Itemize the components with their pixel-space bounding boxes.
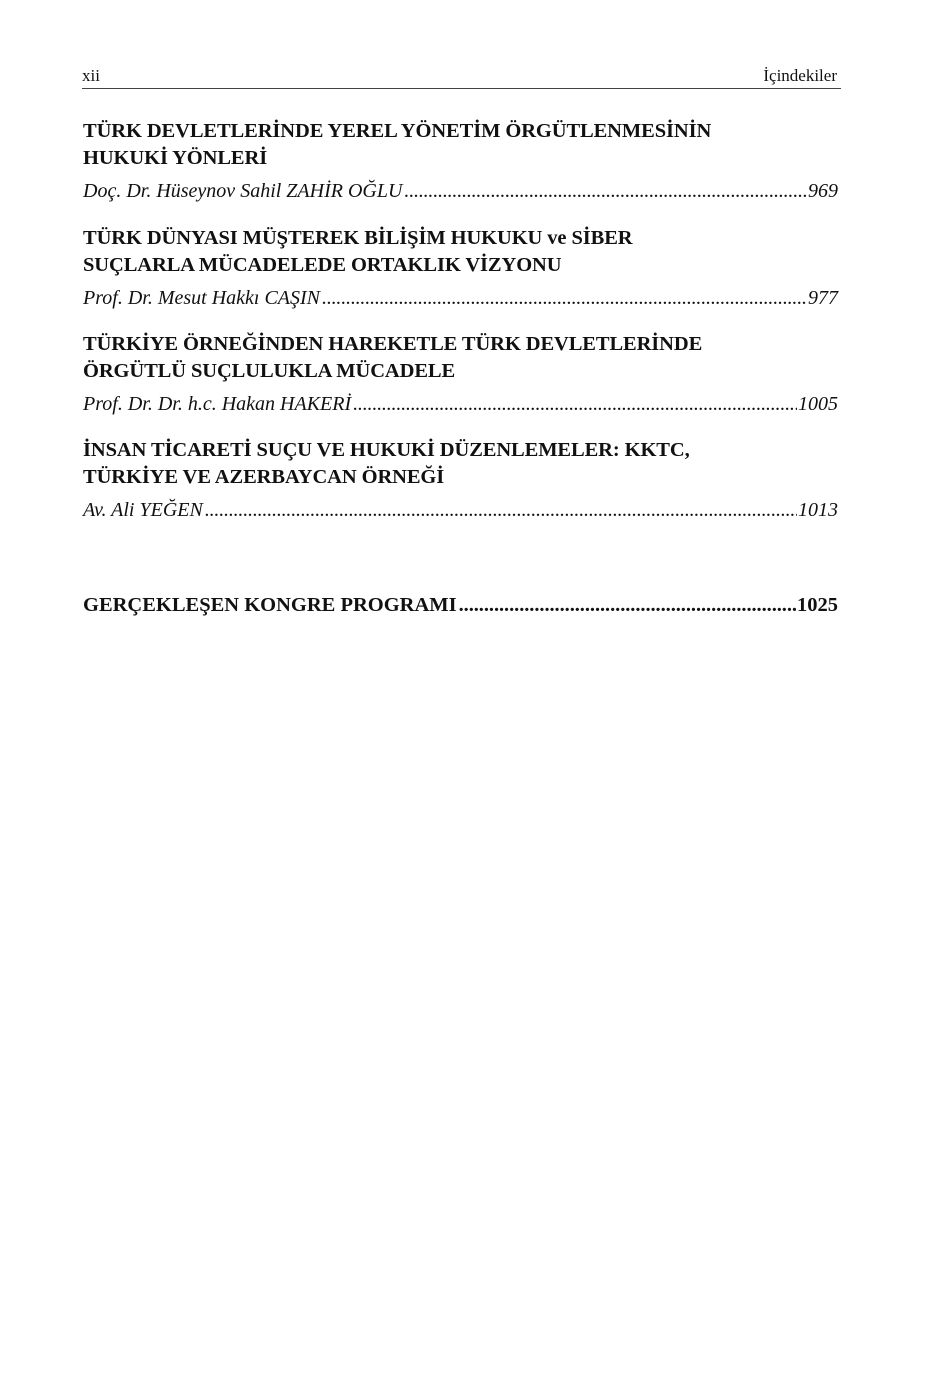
program-page-number[interactable]: 1025 xyxy=(797,594,838,616)
entry-title-line: HUKUKİ YÖNLERİ xyxy=(83,147,268,169)
program-title: GERÇEKLEŞEN KONGRE PROGRAMI xyxy=(83,594,457,616)
dot-leader xyxy=(205,497,797,524)
entry-page-number[interactable]: 977 xyxy=(808,287,838,309)
entry-author: Prof. Dr. Mesut Hakkı CAŞIN xyxy=(83,287,321,309)
entry-author-line xyxy=(83,497,838,524)
toc-entry xyxy=(83,118,838,205)
entry-author: Prof. Dr. Dr. h.c. Hakan HAKERİ xyxy=(83,393,352,415)
toc-entry xyxy=(83,225,838,312)
entry-author-line xyxy=(83,178,838,205)
toc-entry-program[interactable] xyxy=(83,592,838,619)
entry-title-line: TÜRKİYE ÖRNEĞİNDEN HAREKETLE TÜRK DEVLETLERİNDE xyxy=(83,333,703,355)
entry-author-line xyxy=(83,285,838,312)
entry-title[interactable] xyxy=(83,118,838,172)
dot-leader xyxy=(322,285,807,312)
dot-leader xyxy=(404,178,807,205)
entry-title-line: TÜRKİYE VE AZERBAYCAN ÖRNEĞİ xyxy=(83,466,445,488)
entry-title-line: TÜRK DEVLETLERİNDE YEREL YÖNETİM ÖRGÜTLENMESİNİN xyxy=(83,120,712,142)
entry-page-number[interactable]: 969 xyxy=(808,180,838,202)
entry-author: Doç. Dr. Hüseynov Sahil ZAHİR OĞLU xyxy=(83,180,403,202)
toc-entry xyxy=(83,331,838,418)
entry-author-line xyxy=(83,391,838,418)
dot-leader xyxy=(353,391,797,418)
entry-title[interactable] xyxy=(83,225,838,279)
entry-title-line: SUÇLARLA MÜCADELEDE ORTAKLIK VİZYONU xyxy=(83,254,562,276)
page-number: xii xyxy=(82,66,100,85)
dot-leader xyxy=(459,592,796,619)
entry-page-number[interactable]: 1005 xyxy=(798,393,838,415)
entry-title-line: TÜRK DÜNYASI MÜŞTEREK BİLİŞİM HUKUKU ve SİBER xyxy=(83,227,633,249)
entry-author: Av. Ali YEĞEN xyxy=(83,499,203,521)
toc-entry xyxy=(83,437,838,524)
running-header xyxy=(82,64,841,89)
entry-title[interactable] xyxy=(83,331,838,385)
entry-page-number[interactable]: 1013 xyxy=(798,499,838,521)
entry-title[interactable] xyxy=(83,437,838,491)
entry-title-line: İNSAN TİCARETİ SUÇU VE HUKUKİ DÜZENLEMELER: KKTC, xyxy=(83,439,690,461)
entry-title-line: ÖRGÜTLÜ SUÇLULUKLA MÜCADELE xyxy=(83,360,456,382)
section-title: İçindekiler xyxy=(763,66,837,85)
